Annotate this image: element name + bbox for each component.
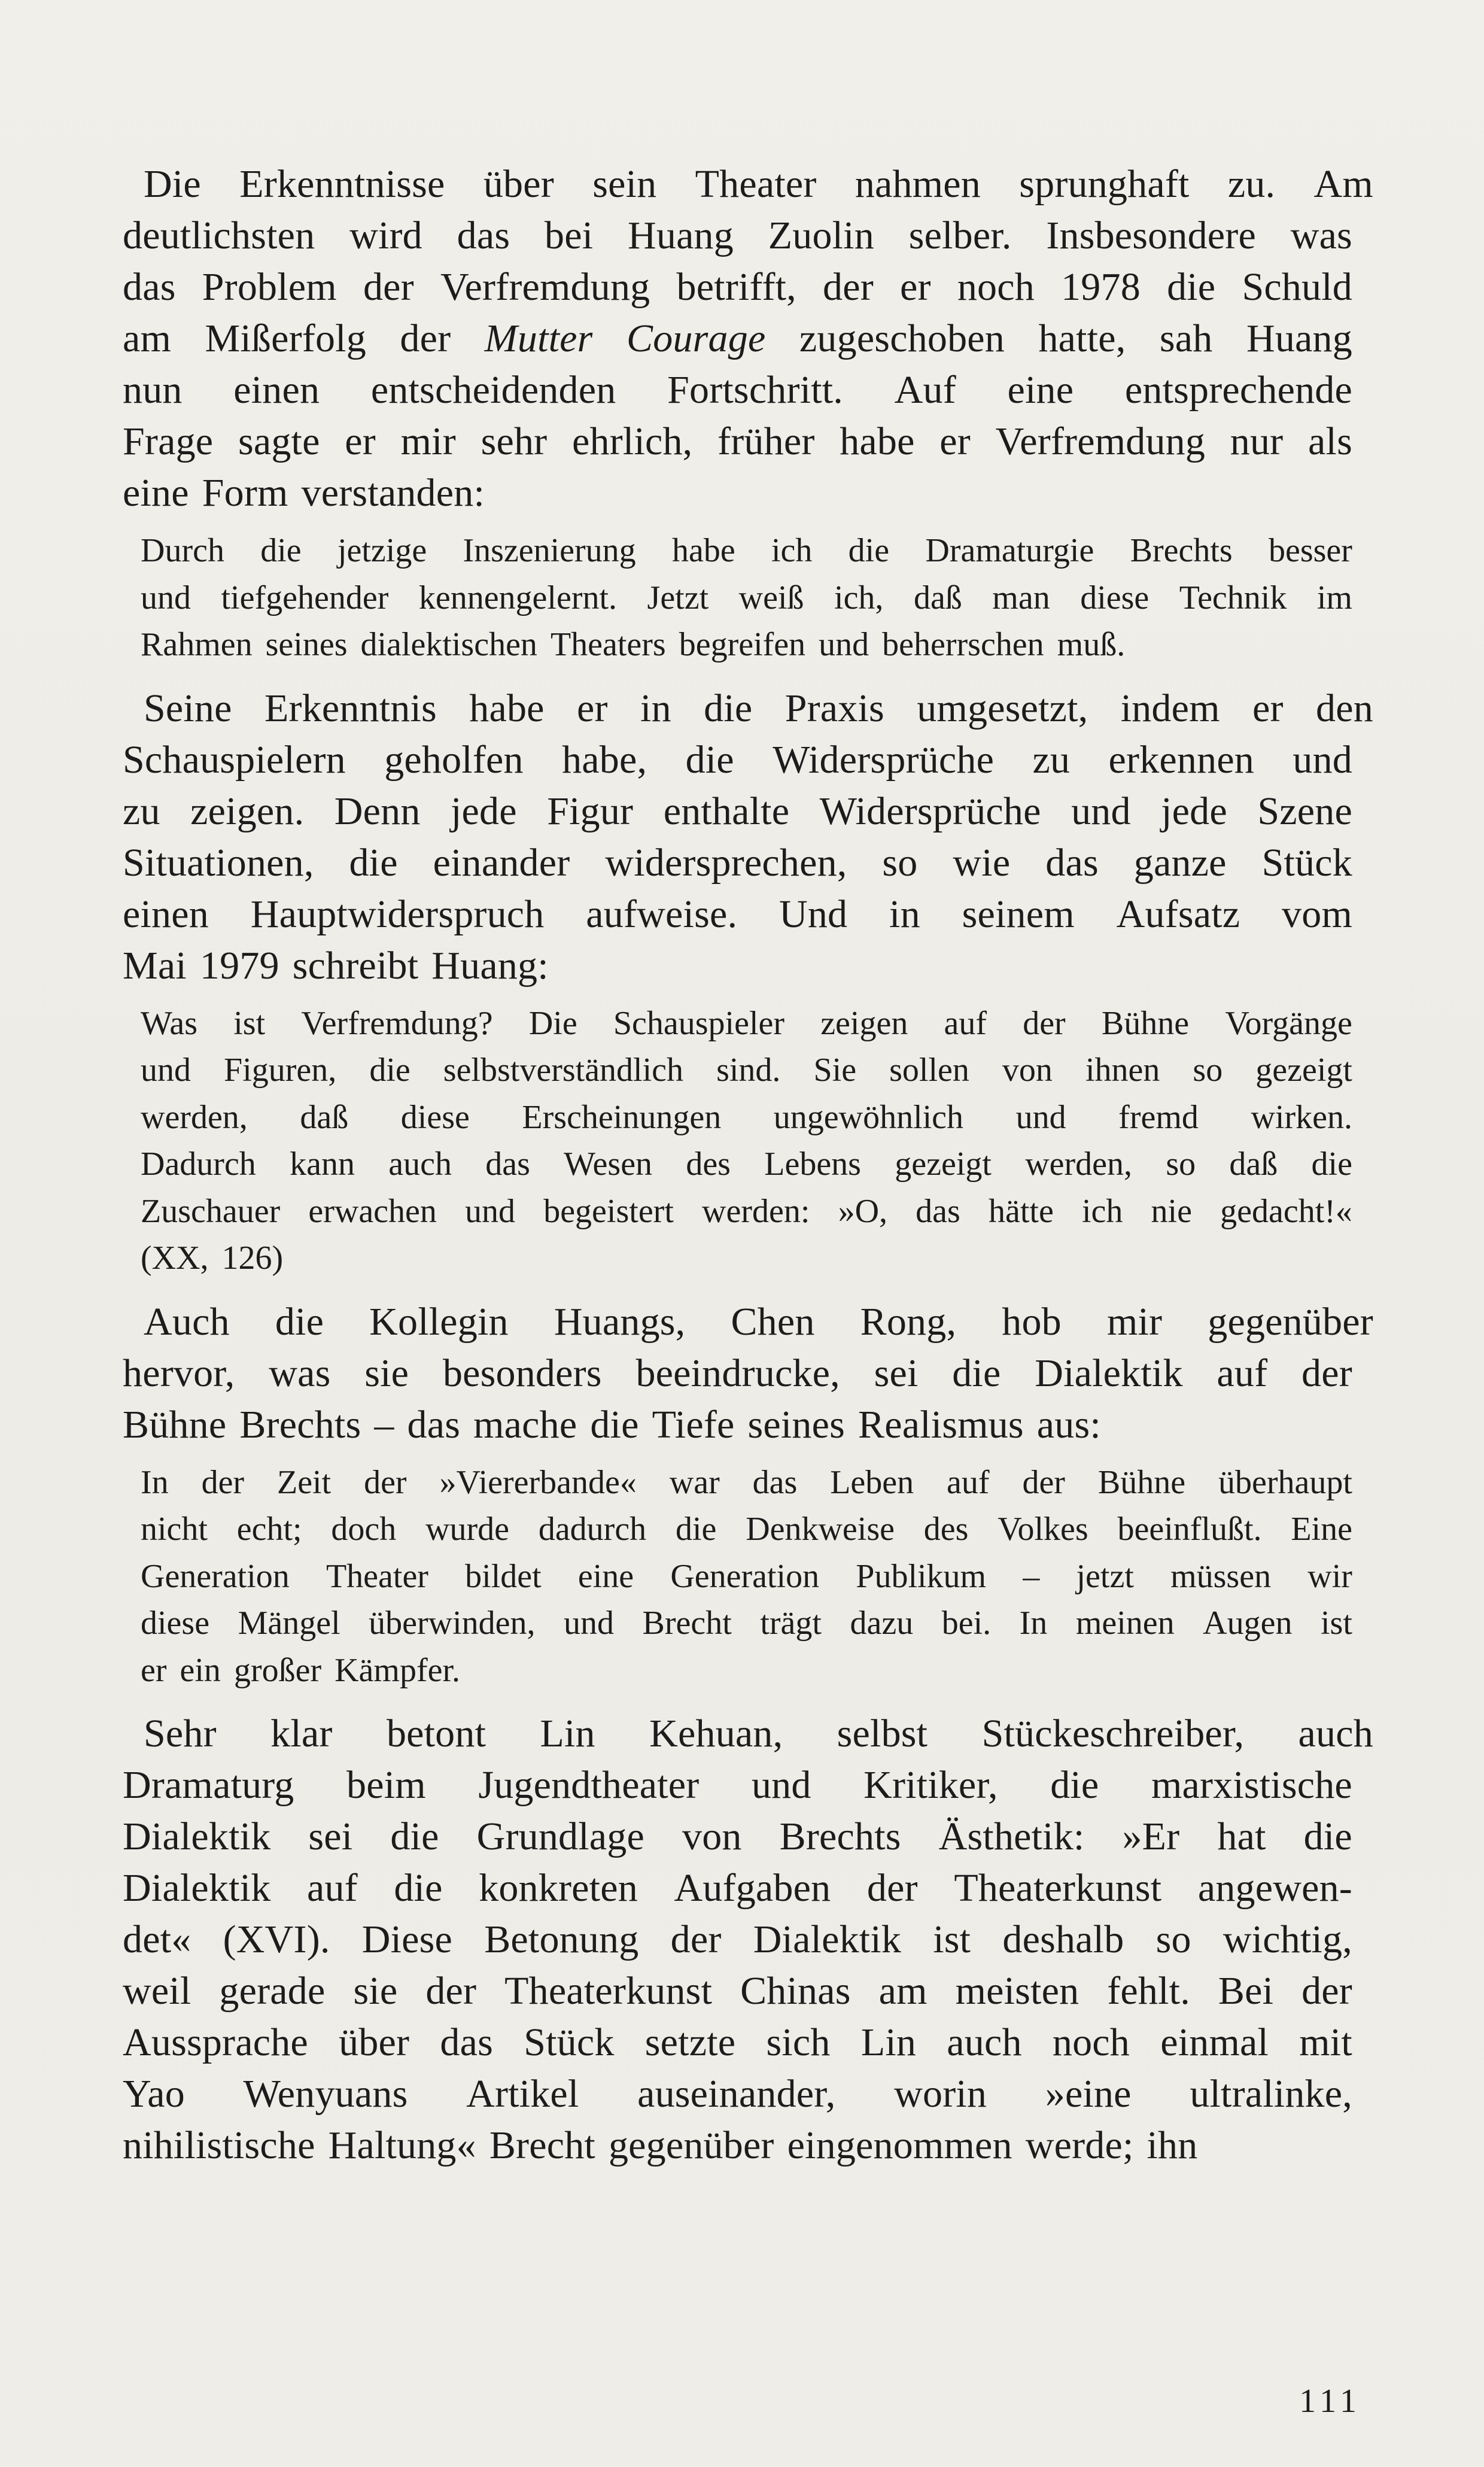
text-line: Schauspielern geholfen habe, die Widersprüche zu erkennen und xyxy=(123,737,1352,782)
page-number: 111 xyxy=(1299,2383,1361,2420)
text-line: er ein großer Kämpfer. xyxy=(141,1651,461,1689)
text-line: Rahmen seines dialektischen Theaters begreifen und beherrschen muß. xyxy=(141,626,1126,663)
text-line: det« (XVI). Diese Betonung der Dialektik ist deshalb so wichtig, xyxy=(123,1918,1352,1961)
text-line: Dialektik sei die Grundlage von Brechts Ästhetik: »Er hat die xyxy=(123,1815,1352,1858)
text-line: Dialektik auf die konkreten Aufgaben der Theaterkunst angewen- xyxy=(123,1866,1352,1910)
text-line: Aussprache über das Stück setzte sich Lin auch noch einmal mit xyxy=(123,2021,1352,2064)
text-line: Die Erkenntnisse über sein Theater nahmen sprunghaft zu. Am xyxy=(144,162,1373,206)
text-line: Yao Wenyuans Artikel auseinander, worin »eine ultralinke, xyxy=(123,2072,1352,2116)
body-paragraph xyxy=(123,683,1373,992)
text-line: nun einen entscheidenden Fortschritt. Auf eine entsprechende xyxy=(123,368,1352,412)
text-line: Mai 1979 schreibt Huang: xyxy=(123,943,549,988)
page-body xyxy=(123,159,1373,2171)
block-quote xyxy=(123,1000,1352,1282)
text-line: Seine Erkenntnis habe er in die Praxis umgesetzt, indem er den xyxy=(144,686,1373,730)
text-line: hervor, was sie besonders beeindrucke, sei die Dialektik auf der xyxy=(123,1351,1352,1395)
text-line: Sehr klar betont Lin Kehuan, selbst Stückeschreiber, auch xyxy=(144,1712,1373,1755)
text-line: (XX, 126) xyxy=(141,1239,284,1277)
text-line: Was ist Verfremdung? Die Schauspieler zeigen auf der Bühne Vorgänge xyxy=(141,1004,1352,1042)
text-line: eine Form verstanden: xyxy=(123,471,485,515)
text-line: nicht echt; doch wurde dadurch die Denkweise des Volkes beeinflußt. Eine xyxy=(141,1511,1352,1548)
text-line: werden, daß diese Erscheinungen ungewöhnlich und fremd wirken. xyxy=(141,1098,1352,1136)
text-line: Durch die jetzige Inszenierung habe ich die Dramaturgie Brechts besser xyxy=(141,532,1352,569)
text-line: Generation Theater bildet eine Generation Publikum – jetzt müssen wir xyxy=(141,1557,1352,1595)
text-line: Frage sagte er mir sehr ehrlich, früher habe er Verfremdung nur als xyxy=(123,420,1352,463)
text-line: Zuschauer erwachen und begeistert werden: »O, das hätte ich nie gedacht!« xyxy=(141,1192,1352,1230)
block-quote xyxy=(123,527,1352,669)
text-line: einen Hauptwiderspruch aufweise. Und in seinem Aufsatz vom xyxy=(123,892,1352,936)
body-paragraph xyxy=(123,1708,1373,2171)
text-line: deutlichsten wird das bei Huang Zuolin selber. Insbesondere was xyxy=(123,214,1352,257)
text-line: am Mißerfolg der Mutter Courage zugeschoben hatte, sah Huang xyxy=(123,317,1352,360)
text-line: Dramaturg beim Jugendtheater und Kritiker, die marxistische xyxy=(123,1763,1352,1807)
text-line: weil gerade sie der Theaterkunst Chinas am meisten fehlt. Bei der xyxy=(123,1969,1352,2013)
text-line: zu zeigen. Denn jede Figur enthalte Widersprüche und jede Szene xyxy=(123,789,1352,833)
text-line: diese Mängel überwinden, und Brecht trägt dazu bei. In meinen Augen ist xyxy=(141,1605,1352,1642)
body-paragraph xyxy=(123,1296,1373,1451)
text-line: Auch die Kollegin Huangs, Chen Rong, hob mir gegenüber xyxy=(144,1299,1373,1344)
text-line: Bühne Brechts – das mache die Tiefe seines Realismus aus: xyxy=(123,1402,1101,1447)
text-line: und tiefgehender kennengelernt. Jetzt weiß ich, daß man diese Technik im xyxy=(141,579,1352,616)
text-line: das Problem der Verfremdung betrifft, der er noch 1978 die Schuld xyxy=(123,265,1352,309)
text-line: und Figuren, die selbstverständlich sind. Sie sollen von ihnen so gezeigt xyxy=(141,1052,1352,1089)
text-line: Situationen, die einander widersprechen, so wie das ganze Stück xyxy=(123,840,1352,885)
body-paragraph xyxy=(123,159,1373,519)
text-line: nihilistische Haltung« Brecht gegenüber eingenommen werde; ihn xyxy=(123,2123,1198,2167)
text-line: In der Zeit der »Viererbande« war das Leben auf der Bühne überhaupt xyxy=(141,1463,1352,1501)
block-quote xyxy=(123,1459,1352,1694)
text-line: Dadurch kann auch das Wesen des Lebens gezeigt werden, so daß die xyxy=(141,1146,1352,1183)
